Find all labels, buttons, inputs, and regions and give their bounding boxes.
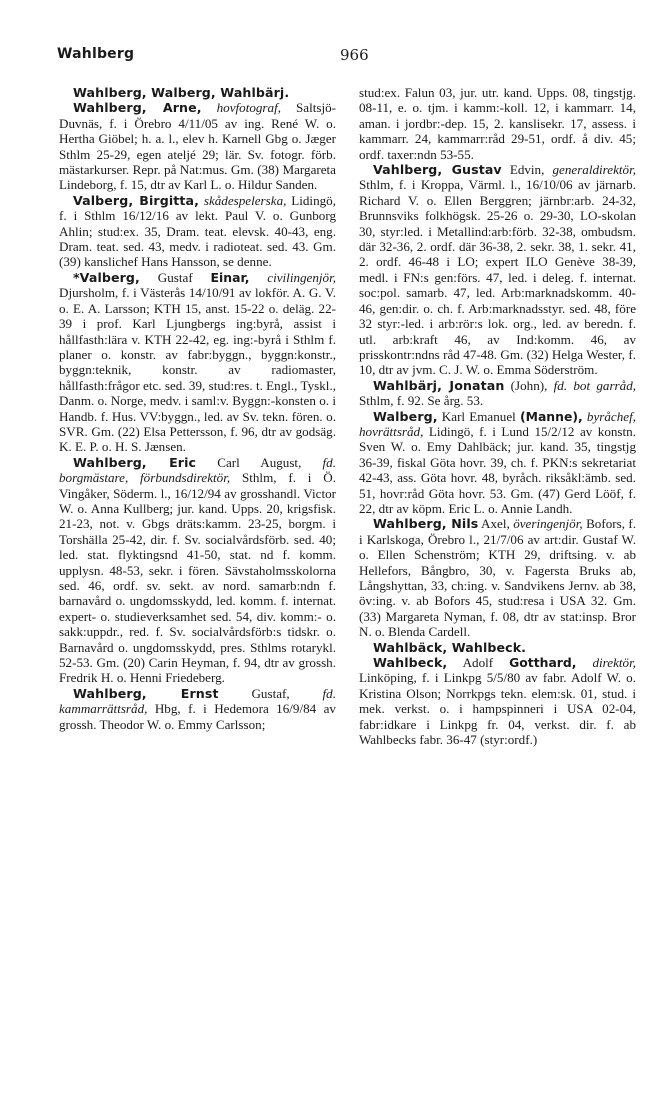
entry-body: Lidingö, f. i Sthlm 16/12/16 av lekt. Paul V. o. Gunborg Ahlin; stud:ex. 35, Dram. teat. elevsk. 40-43, eng. Dram. teat. sed. 43, medv. i radioteat. sed. 43. Gm. (39) kanslichef Hans Hansson, se denne.	[59, 192, 336, 270]
entry-title: byråchef, hovrättsråd,	[359, 408, 636, 439]
entry-title: hovfotograf,	[216, 100, 281, 116]
entry-title: fd. kammarrättsråd,	[59, 685, 337, 717]
entry-title: överingenjör,	[513, 516, 583, 532]
entry-body: Bofors, f. i Karlskoga, Örebro l., 21/7/06 av art:dir. Gustaf W. o. Ellen Schenström; KTH 29, driftsing. v. ab Hellefors, Bångbro, 30, v. Fagersta Bruks ab, Långshyttan, 33, ch:ing. v. Sandvikens Jernv. ab 38, öv:ing. v. ab Bofors 45, stud:resa i USA 32. Gm. (33) Margareta Nyman, f. 08, dtr av stat:insp. Bror N. o. Blenda Cardell.	[359, 516, 637, 640]
entry-given-name: Karl Emanuel	[441, 408, 516, 424]
entry-name: Wahlberg, Ernst	[73, 685, 219, 701]
entry-called-name: (Manne),	[519, 408, 583, 424]
entry-given-name: Carl August,	[217, 454, 302, 470]
entry-manne-walberg	[359, 409, 636, 517]
entry-birgitta-valberg	[59, 193, 336, 270]
entry-name: Valberg, Birgitta,	[73, 192, 199, 208]
entry-title: generaldirektör,	[552, 162, 637, 178]
entry-name: Walberg,	[373, 408, 438, 424]
page-header	[57, 46, 651, 70]
entry-given-name: Edvin,	[509, 162, 545, 178]
entry-given-name: Axel,	[481, 516, 510, 532]
entry-jonatan-wahlbarj	[359, 378, 636, 409]
entry-body: Hbg, f. i Hedemora 16/9/84 av grossh. Theodor W. o. Emmy Carlsson;	[59, 701, 336, 732]
entry-title: skådespelerska,	[203, 192, 287, 208]
entry-name: Wahlberg, Arne,	[73, 100, 202, 116]
entry-heading-wahlback	[359, 640, 636, 655]
entry-given-name: Adolf	[462, 655, 494, 671]
entry-name: Vahlberg, Gustav	[373, 162, 502, 178]
entry-body: stud:ex. Falun 03, jur. utr. kand. Upps. 08, tingstjg. 08-11, e. o. tjm. i kamm:-koll. 12, i kammarr. 14, aman. i jordbr:-dep. 15, 2. kanslisekr. 17, assess. i kammarr. 24, kammarr:råd 29-51, ordf. å div. 45; ordf. taxer:ndn 53-55.	[359, 85, 636, 162]
entry-name: *Valberg,	[73, 269, 140, 285]
page-number: 966	[340, 46, 369, 64]
entry-body: Sthlm, f. i Ö. Vingåker, Söderm. l., 16/12/94 av grosshandl. Victor W. o. Anna Kullberg; jur. kand. Upps. 20, krigsfisk. 21-23, not. v. Gbgs dräts:kamm. 23-25, borgm. i Torshälla 25-42, dir. f. Sv. socialvårdsförb. sed. 40; led. stat. flyktingsnd 41-50, stat. nd f. komm. upplysn. 48-53, sekr. i fören. Sävstaholmsskolorna sed. 46, ordf. sv. sekt. av nord. samarb:ndn f. barnavård o. ungdomsskydd, led. komm. f. internat. expert- o. studieverksamhet sed. 54, div. komm:- o. sakk:uppdr., red. f. Sv. socialvårdsförb:s tidskr. o. Barnavård o. ungdomsskydd, pres. Sthlms rotarykl. 52-53. Gm. (20) Carin Heyman, f. 94, dtr av grossh. Fredrik H. o. Henni Friedeberg.	[59, 470, 336, 686]
entry-called-name: Einar,	[210, 269, 250, 285]
entry-title: direktör,	[592, 655, 636, 671]
entry-nils-wahlberg	[359, 516, 636, 639]
entry-body: Sthlm, f. i Kroppa, Värml. l., 16/10/06 av järnarb. Richard V. o. Ellen Berggren; järnbr:arb. 24-32, Brunnsviks folkhögsk. 25-26 o. 29-30, LO-skolan 30, styr:led. i Metallind:arb:förb. 32-38, ombudsm. där 32-36, 2. ordf. där 36-38, 2. sekr. 38, 1. sekr. 41, 2. ordf. 46-48 i LO; expert ILO Genève 38-39, medl. i FN:s gen:förs. 47, led. i deleg. f. internat. soc:pol. samarb. 47, led. Arb:marknadskomm. 40-46, gen:dir. o. ch. f. Arb:marknadsstyr. sed. 48, före 32 styr:-led. i arb:rör:s lok. org., led. av beredn. f. utl. arb:kraft 46, av Ind:komm. 46, av prisskontr:ndns råd 47-48. Gm. (32) Helga Wester, f. 10, dtr av jvm. C. J. W. o. Emma Söderström.	[359, 177, 636, 378]
entry-gotthard-wahlbeck	[359, 655, 636, 747]
running-head: Wahlberg	[57, 46, 135, 62]
entry-gustav-vahlberg	[359, 162, 636, 378]
entry-body: Linköping, f. i Linkpg 5/5/80 av fabr. Adolf W. o. Kristina Olson; Norrkpgs tekn. elem:sk. 01, stud. i mek. verkst. o. i hampspinneri i USA 02-04, fabr:idkare i Linkpg fr. 04, verkst. dir. f. ab Wahlbecks fabr. 36-47 (styr:ordf.)	[359, 670, 636, 748]
entry-body: Saltsjö-Duvnäs, f. i Örebro 4/11/05 av ing. René W. o. Hertha Giöbel; h. a. l., elev h. Karnell Gbg o. Jæger Sthlm 25-29, egen ateljé 29; lär. Sv. fotogr. förb. mästarkurser. Repr. på Nat:mus. Gm. (38) Margareta Lindeborg, f. 15, dtr av Karl L. o. Hildur Sanden.	[59, 100, 336, 193]
entry-einar-valberg	[59, 270, 336, 455]
entry-given-name: Gustaf,	[251, 685, 290, 701]
entry-body: Lidingö, f. i Lund 15/2/12 av konstn. Sven W. o. Emy Dahlbäck; jur. kand. 35, tingstjg 36-39, fiskal Göta hovr. 39, ch. f. PKN:s sekretariat 42-43, ass. Göta hovr. 48, byråch. riksåkl:ämb. sed. 51, hovr:råd Göta hovr. 53. Gm. (47) Gerd Lööf, f. 22, dtr av köpm. Eric L. o. Annie Landh.	[359, 423, 636, 516]
entry-called-name: Gotthard,	[509, 655, 577, 671]
entry-heading: Wahlbäck, Wahlbeck.	[373, 639, 527, 655]
entry-given-name: Gustaf	[157, 269, 193, 285]
left-column	[59, 85, 336, 732]
entry-heading: Wahlberg, Walberg, Wahlbärj.	[73, 85, 290, 100]
entry-body: Sthlm, f. 92. Se årg. 53.	[359, 393, 484, 409]
entry-continuation	[359, 85, 636, 162]
entry-name: Wahlberg, Eric	[73, 454, 197, 470]
entry-given-name: (John),	[510, 377, 548, 393]
entry-title: civilingenjör,	[267, 269, 337, 285]
entry-heading-wahlberg	[59, 85, 336, 100]
entry-name: Wahlbärj, Jonatan	[373, 377, 505, 393]
entry-name: Wahlberg, Nils	[373, 516, 479, 532]
entry-body: Djursholm, f. i Västerås 14/10/91 av lokför. A. G. V. o. E. A. Larsson; KTH 15, anst. 15-22 o. deläg. 22-39 i prof. Karl Ljungbergs ing:byrå, assist i hållfasth:lära v. KTH 22-42, eg. ing:-byrå i Sthlm f. planer o. konstr. av fabr:byggn., byggn:konstr., byggn:teknik, konstr. av radiomaster, hållfasth:frågor etc. sed. 39, stud:res. t. Engl., Tyskl., Danm. o. Norge, medv. i saml:v. Byggn:-konsten o. i Handb. f. Hus. VV:byggn., led. av Sv. tekn. fören. o. SVR. Gm. (22) Elsa Pettersson, f. 96, dtr av godsäg. K. E. P. o. H. S. Jænsen.	[59, 285, 336, 455]
entry-arne-wahlberg	[59, 100, 336, 192]
entry-title: fd. borgmästare, förbundsdirektör,	[59, 454, 336, 486]
entry-title: fd. bot garråd,	[553, 377, 637, 393]
entry-ernst-wahlberg	[59, 686, 336, 732]
entry-name: Wahlbeck,	[373, 655, 448, 671]
entry-eric-wahlberg	[59, 455, 336, 686]
right-column	[359, 85, 636, 747]
